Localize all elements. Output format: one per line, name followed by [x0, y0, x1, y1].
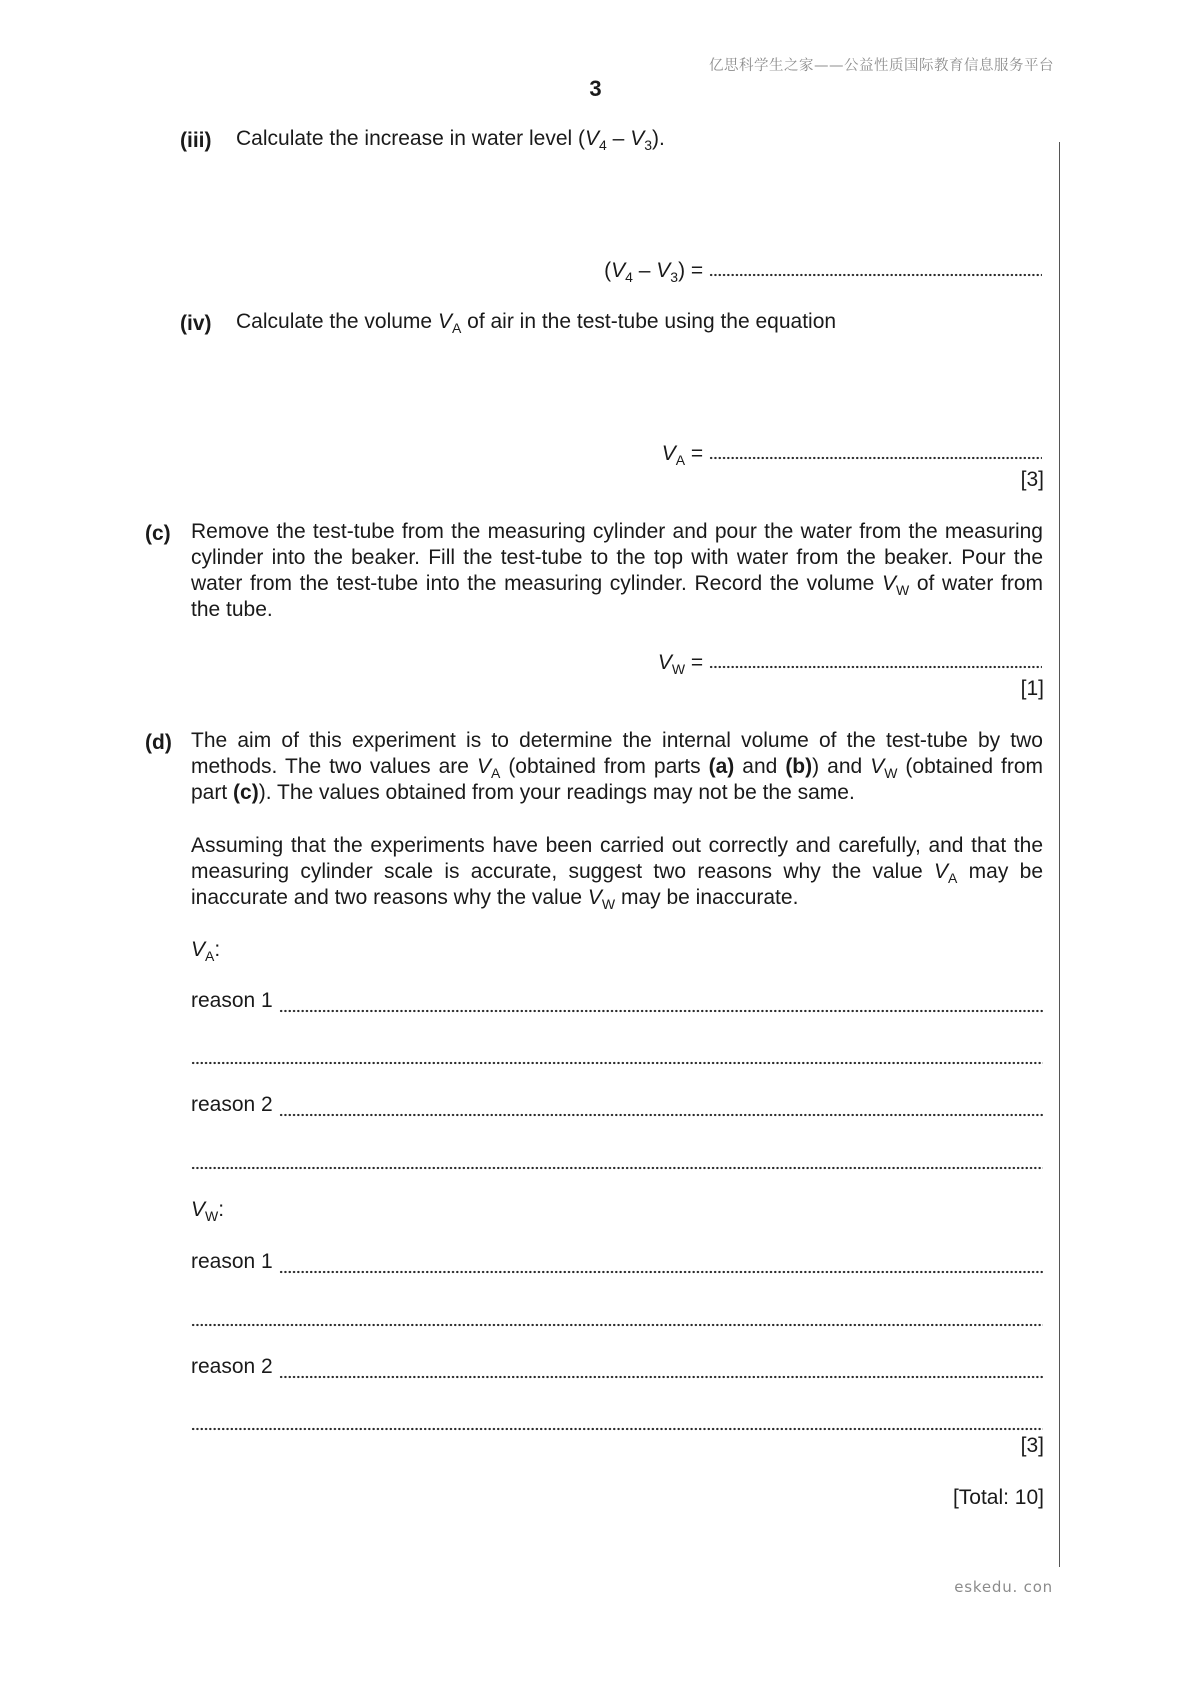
va-reason-2-line[interactable]: [191, 1091, 1043, 1117]
q-c-answer-line[interactable]: $V_W$ =: [658, 650, 1042, 675]
footer-watermark: eskedu. con: [954, 1578, 1053, 1596]
margin-rule: [1059, 142, 1060, 1567]
q-iv-answer-line[interactable]: $V_A$ =: [662, 441, 1042, 466]
vw-reason-2-line[interactable]: [191, 1353, 1043, 1379]
q-iv-marks: [3]: [1020, 468, 1044, 491]
q-iv-text: Calculate the volume $V_A$ of air in the test-tube using the equation: [236, 310, 837, 336]
va-reason-2-label: reason 2: [191, 1093, 273, 1116]
header-watermark: 亿思科学生之家——公益性质国际教育信息服务平台: [709, 58, 1054, 74]
q-iv-label: (iv): [180, 312, 212, 335]
va-reason-1-label: reason 1: [191, 989, 273, 1012]
q-c-label: (c): [145, 522, 171, 545]
q-d-marks: [3]: [1020, 1434, 1044, 1457]
q-iii-text: Calculate the increase in water level $(V_4 - V_3)$.: [236, 127, 665, 153]
page-number: 3: [589, 76, 602, 101]
va-reason-1-line[interactable]: [191, 987, 1043, 1013]
q-d-paragraph-2: Assuming that the experiments have been carried out correctly and carefully, and that the measuring cylinder scale is accurate, suggest two reasons why the value $V_A$ may be inaccurate and two reasons why the value $V_W$ may be inaccurate.: [191, 834, 1043, 912]
vw-reason-1-line[interactable]: [191, 1248, 1043, 1274]
vw-reason-2-label: reason 2: [191, 1355, 273, 1378]
va-reason-2-continuation[interactable]: [191, 1144, 1043, 1170]
vw-reason-2-continuation[interactable]: [191, 1405, 1043, 1431]
q-iii-answer-line[interactable]: $(V_4 - V_3)$ =: [604, 258, 1042, 283]
q-d-paragraph-1: The aim of this experiment is to determine the internal volume of the test-tube by two methods. The two values are $V_A$ (obtained from parts (a) and (b)) and $V_W$ (obtained from part (c)). The values obtained from your readings may not be the same.: [191, 729, 1043, 804]
vw-heading: $V_W$:: [191, 1198, 225, 1224]
total-marks: [Total: 10]: [952, 1486, 1044, 1509]
vw-reason-1-continuation[interactable]: [191, 1301, 1043, 1327]
q-d-label: (d): [145, 731, 172, 754]
q-c-marks: [1]: [1020, 677, 1044, 700]
va-reason-1-continuation[interactable]: [191, 1039, 1043, 1065]
va-heading: $V_A$:: [191, 938, 221, 964]
vw-reason-1-label: reason 1: [191, 1250, 273, 1273]
q-iii-label: (iii): [180, 129, 212, 152]
q-c-text: Remove the test-tube from the measuring cylinder and pour the water from the measuring cylinder into the beaker. Fill the test-tube to the top with water from the beaker. Pour the water from the test-tube into the measuring cylinder. Record the volume $V_W$ of water from the tube.: [191, 520, 1043, 621]
